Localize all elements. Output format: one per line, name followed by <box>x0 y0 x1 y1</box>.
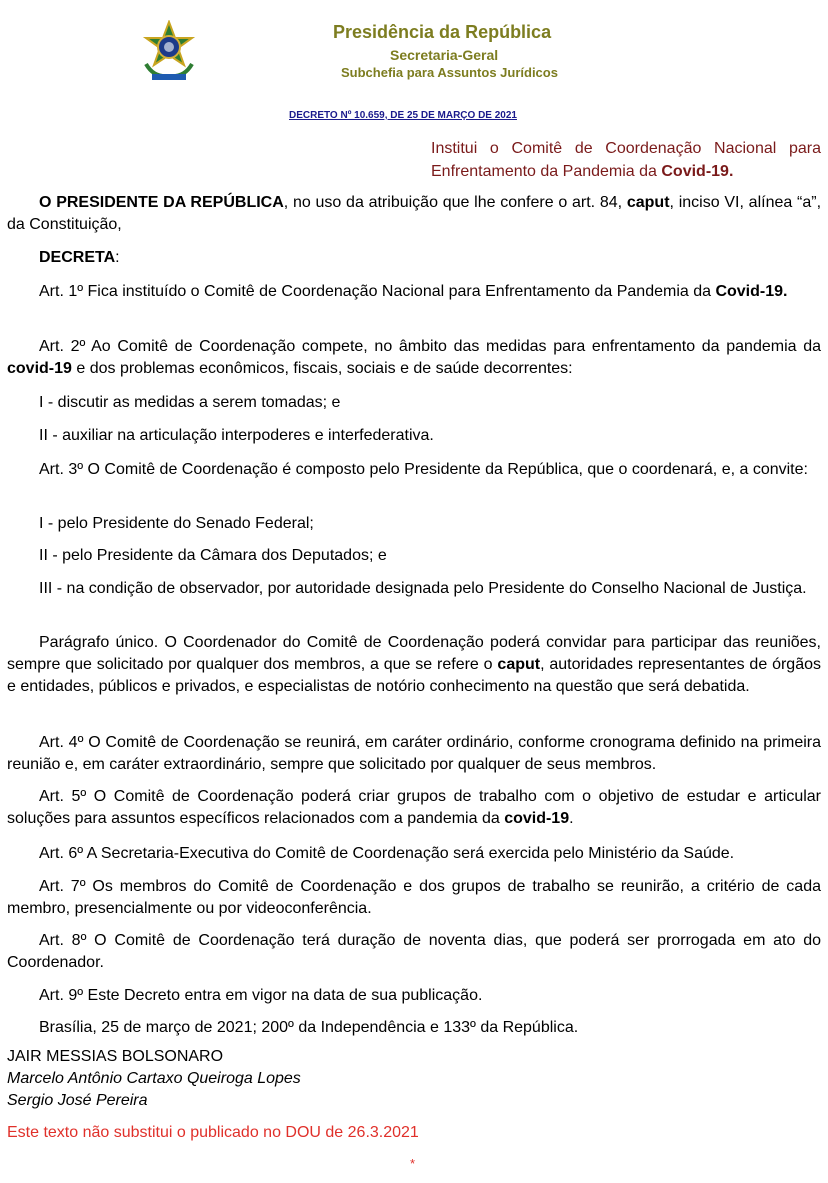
decreta <box>7 247 120 269</box>
preamble <box>7 192 821 236</box>
preamble-text1: , no uso da atribuição que lhe confere o art. 84, <box>283 194 627 211</box>
signature-president: JAIR MESSIAS BOLSONARO <box>7 1048 224 1065</box>
art-5-end: . <box>569 810 574 827</box>
art-4: Art. 4º O Comitê de Coordenação se reunirá, em caráter ordinário, conforme cronograma definido na primeira reunião e, em caráter extraordinário, sempre que solicitado por qualquer de seus membros. <box>7 734 821 773</box>
art-3-paragrafo-unico <box>7 632 821 698</box>
art-8: Art. 8º O Comitê de Coordenação terá duração de noventa dias, que poderá ser prorrogada em ato do Coordenador. <box>7 932 821 971</box>
preamble-bold: O PRESIDENTE DA REPÚBLICA <box>39 194 284 211</box>
art-3: Art. 3º O Comitê de Coordenação é composto pelo Presidente da República, que o coordenará, e, a convite: <box>39 461 808 478</box>
art-5-text: Art. 5º O Comitê de Coordenação poderá criar grupos de trabalho com o objetivo de estudar e articular soluções para assuntos específicos relacionados com a pandemia da <box>7 788 821 827</box>
preamble-caput: caput <box>626 194 670 211</box>
art-7: Art. 7º Os membros do Comitê de Coordenação e dos grupos de trabalho se reunirão, a critério de cada membro, presencialmente ou por videoconferência. <box>7 878 821 917</box>
header-title: Presidência da República <box>333 22 552 42</box>
decreto-link[interactable]: DECRETO Nº 10.659, DE 25 DE MARÇO DE 2021 <box>289 110 517 121</box>
paragrafo-text2: , autoridades representantes de órgãos e entidades, públicos e privados, e especialistas de notório conhecimento na questão que será debatida. <box>7 656 821 695</box>
ementa-text: Institui o Comitê de Coordenação Nacional para Enfrentamento da Pandemia da <box>431 140 821 180</box>
art-2-inciso-ii: II - auxiliar na articulação interpoderes e interfederativa. <box>39 427 434 444</box>
art-1 <box>7 281 821 303</box>
brazil-coat-of-arms-icon <box>140 20 198 84</box>
art-5 <box>7 786 821 830</box>
decreta-rest: : <box>115 249 120 266</box>
ementa <box>431 137 821 183</box>
art-1-text: Art. 1º Fica instituído o Comitê de Coordenação Nacional para Enfrentamento da Pandemia da <box>39 283 716 300</box>
asterisk-link[interactable]: * <box>410 1156 416 1171</box>
art-1-bold: Covid-19. <box>715 283 788 300</box>
art-9: Art. 9º Este Decreto entra em vigor na data de sua publicação. <box>39 987 483 1004</box>
paragrafo-caput: caput <box>497 656 541 673</box>
header-secretaria: Secretaria-Geral <box>390 47 499 63</box>
art-6: Art. 6º A Secretaria-Executiva do Comitê de Coordenação será exercida pelo Ministério da Saúde. <box>39 845 735 862</box>
art-3-inciso-iii: III - na condição de observador, por autoridade designada pelo Presidente do Conselho Nacional de Justiça. <box>39 580 807 597</box>
art-5-bold: covid-19 <box>504 810 570 827</box>
paragrafo-text1: Parágrafo único. O Coordenador do Comitê de Coordenação poderá convidar para participar das reuniões, sempre que solicitado por qualquer dos membros, a que se refere o <box>7 634 821 673</box>
signature-minister-2: Sergio José Pereira <box>7 1092 148 1109</box>
art-3-inciso-i: I - pelo Presidente do Senado Federal; <box>39 515 314 532</box>
preamble-text2: , inciso VI, alínea “a”, da Constituição, <box>7 194 822 233</box>
decreta-bold: DECRETA <box>39 249 116 266</box>
art-2-text2: e dos problemas econômicos, fiscais, sociais e de saúde decorrentes: <box>71 360 573 377</box>
art-2-inciso-i: I - discutir as medidas a serem tomadas; e <box>39 394 341 411</box>
signature-minister-1: Marcelo Antônio Cartaxo Queiroga Lopes <box>7 1070 301 1087</box>
art-2-bold: covid-19 <box>7 360 72 377</box>
ementa-bold: Covid-19. <box>661 163 734 180</box>
data-local: Brasília, 25 de março de 2021; 200º da Independência e 133º da República. <box>39 1019 579 1036</box>
art-2 <box>7 336 821 380</box>
dou-note: Este texto não substitui o publicado no DOU de 26.3.2021 <box>7 1124 419 1141</box>
art-3-inciso-ii: II - pelo Presidente da Câmara dos Deputados; e <box>39 547 387 564</box>
art-2-text1: Art. 2º Ao Comitê de Coordenação compete, no âmbito das medidas para enfrentamento da pandemia da <box>39 338 821 355</box>
header-subchefia: Subchefia para Assuntos Jurídicos <box>341 65 558 80</box>
